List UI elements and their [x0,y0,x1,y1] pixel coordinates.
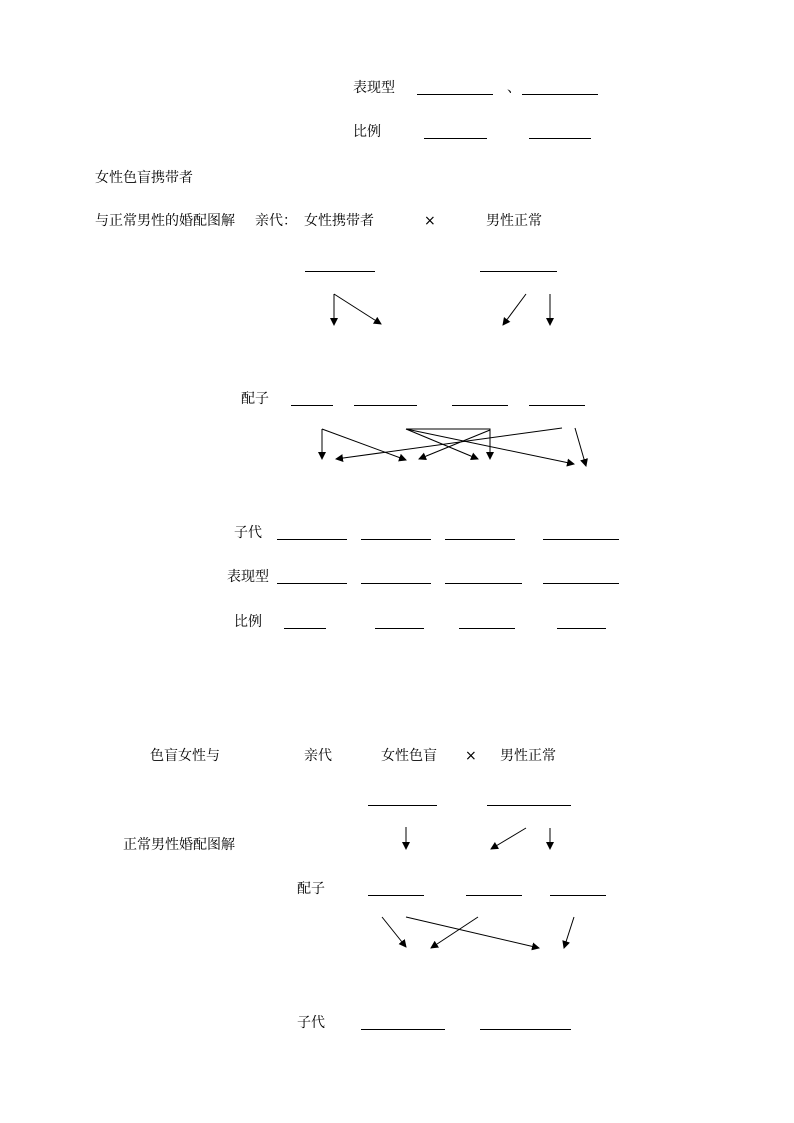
phenotype-blank-4[interactable] [543,583,619,584]
gamete-blank-1[interactable] [291,405,333,406]
ratio-blank-top-1[interactable] [424,138,487,139]
section3-cross-symbol: × [465,748,477,764]
ratio-label: 比例 [234,614,262,630]
section3-title-line1: 色盲女性与 [150,748,220,764]
section3-offspring-blank-2[interactable] [480,1029,571,1030]
arrow-gamete-path-f [336,428,562,459]
section2-title-line1: 女性色盲携带者 [95,170,193,186]
section3-gamete-blank-1[interactable] [368,895,424,896]
section3-mother-genotype-blank[interactable] [368,805,437,806]
section3-gamete-label: 配子 [297,881,325,897]
phenotype-blank-2[interactable] [361,583,431,584]
parent-label: 亲代： [255,213,297,229]
father-genotype-blank[interactable] [480,271,557,272]
phenotype-blank-1[interactable] [277,583,347,584]
phenotype-label: 表现型 [227,569,269,585]
arrow-mother-gamete-2 [334,294,381,324]
arrow-father-gamete-1 [503,294,526,325]
section3-mother-label: 女性色盲 [381,748,437,764]
gamete-blank-4[interactable] [529,405,585,406]
ratio-blank-4[interactable] [557,628,606,629]
offspring-blank-2[interactable] [361,539,431,540]
offspring-blank-1[interactable] [277,539,347,540]
section3-gamete-blank-3[interactable] [550,895,606,896]
arrow-gamete-path-e [406,429,574,464]
arrow-gamete-path-b [322,429,406,460]
offspring-label: 子代 [234,525,262,541]
phenotype-blank-top-1[interactable] [417,94,493,95]
arrow-s3-gamete-c [431,917,478,948]
offspring-blank-4[interactable] [543,539,619,540]
father-label: 男性正常 [486,213,542,229]
mother-label: 女性携带者 [304,213,374,229]
phenotype-blank-top-2[interactable] [522,94,598,95]
arrow-gamete-path-d [406,429,478,459]
arrow-s3-father-gamete-1 [491,828,526,849]
section3-gamete-blank-2[interactable] [466,895,522,896]
phenotype-blank-3[interactable] [445,583,522,584]
phenotype-label-top: 表现型 [353,80,395,96]
ratio-blank-3[interactable] [459,628,515,629]
arrow-gamete-path-h [575,428,586,466]
ratio-blank-2[interactable] [375,628,424,629]
section3-father-genotype-blank[interactable] [487,805,571,806]
ratio-blank-1[interactable] [284,628,326,629]
offspring-blank-3[interactable] [445,539,515,540]
section3-parent-label: 亲代 [304,748,332,764]
section3-offspring-blank-1[interactable] [361,1029,445,1030]
section3-offspring-label: 子代 [297,1015,325,1031]
ratio-blank-top-2[interactable] [529,138,591,139]
mother-genotype-blank[interactable] [305,271,375,272]
ratio-label-top: 比例 [353,124,381,140]
arrow-gamete-path-c [406,429,490,459]
arrow-s3-gamete-a [382,917,406,947]
cross-symbol: × [424,213,436,229]
section2-title-line2: 与正常男性的婚配图解 [95,213,235,229]
arrow-s3-gamete-b [406,917,539,948]
gamete-blank-3[interactable] [452,405,508,406]
gamete-blank-2[interactable] [354,405,417,406]
arrow-s3-gamete-d [564,917,574,948]
separator-comma: 、 [507,80,521,96]
section3-father-label: 男性正常 [500,748,556,764]
arrow-gamete-path-g [419,430,490,459]
gamete-label: 配子 [241,391,269,407]
section3-title-line2: 正常男性婚配图解 [123,837,235,853]
